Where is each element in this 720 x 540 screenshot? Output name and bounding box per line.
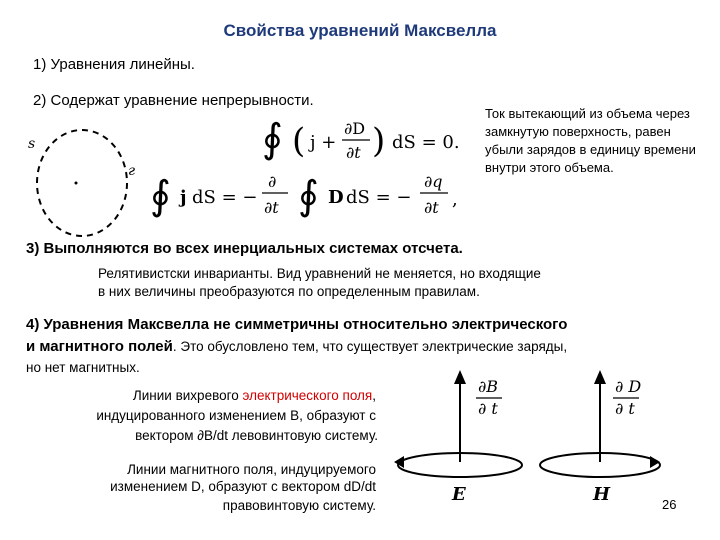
item-4-line1: 4) Уравнения Максвелла не симметричны относительно электрического [26, 316, 568, 333]
svg-text:∂: ∂ [268, 172, 277, 191]
svg-text:∂D: ∂D [344, 119, 366, 138]
svg-text:∂q: ∂q [424, 172, 443, 191]
item-1: 1) Уравнения линейны. [33, 56, 195, 73]
h-text-line2: изменением D, образуют с вектором dD/dt [110, 479, 376, 494]
svg-text:dS = −: dS = − [346, 187, 412, 208]
svg-text:∂t: ∂t [346, 143, 361, 162]
svg-text:): ) [372, 121, 386, 161]
item-3-note-line2: в них величины преобразуются по определенным правилам. [98, 284, 480, 299]
svg-text:∮: ∮ [150, 173, 171, 219]
fig-right-top: ∂ D [615, 377, 642, 396]
e-text-line1: Линии вихревого электрического поля, [132, 388, 376, 403]
svg-text:∂t: ∂t [264, 198, 279, 217]
fig-left-bottom: ∂ t [478, 399, 498, 418]
page-number: 26 [662, 497, 677, 512]
item-4-line3: но нет магнитных. [26, 360, 140, 375]
fig-right-label: H [593, 484, 611, 505]
label-gamma: г [128, 163, 136, 179]
item-2: 2) Содержат уравнение непрерывности. [33, 92, 314, 109]
svg-text:D: D [328, 187, 344, 208]
figure-e-loop [390, 370, 540, 515]
fig-right-bottom: ∂ t [615, 399, 635, 418]
fig-left-label: E [452, 484, 466, 505]
fig-left-top: ∂B [478, 377, 499, 396]
svg-text:∂t: ∂t [424, 198, 439, 217]
loop-arrow-icon [650, 456, 660, 468]
item-4-line2: и магнитного полей. Это обусловлено тем, что существует электрические заряды, [26, 338, 568, 355]
e-text-line2: индуцированного изменением B, образуют с [96, 408, 376, 423]
item-3: 3) Выполняются во всех инерциальных системах отсчета. [26, 240, 463, 257]
svg-text:∮: ∮ [298, 173, 319, 219]
h-text-line1: Линии магнитного поля, индуцируемого [127, 462, 376, 477]
arrow-head-icon [594, 370, 606, 384]
svg-text:j +: j + [310, 132, 337, 153]
svg-text:(: ( [292, 121, 306, 161]
svg-text:j: j [180, 187, 187, 208]
arrow-head-icon [454, 370, 466, 384]
label-s: s [28, 136, 36, 152]
formula-2 [150, 165, 480, 232]
item-3-note-line1: Релятивистски инварианты. Вид уравнений не меняется, но входящие [98, 266, 541, 281]
page-title: Свойства уравнений Максвелла [223, 21, 497, 40]
svg-text:dS = 0.: dS = 0. [392, 132, 460, 153]
center-point [75, 182, 78, 185]
surface-outline [37, 130, 127, 236]
h-text-line3: правовинтовую систему. [222, 498, 376, 513]
item-2-note: Ток вытекающий из объема через замкнутую поверхность, равен убыли зарядов в единицу времени внутри этого объема. [485, 106, 696, 175]
e-text-line3: вектором ∂B/dt левовинтовую систему. [135, 428, 378, 443]
svg-text:dS = −: dS = − [192, 187, 258, 208]
closed-surface-diagram [20, 120, 140, 240]
svg-text:,: , [452, 189, 458, 210]
contour-integral-icon: ∮ [262, 116, 283, 162]
figure-h-loop [535, 370, 685, 515]
